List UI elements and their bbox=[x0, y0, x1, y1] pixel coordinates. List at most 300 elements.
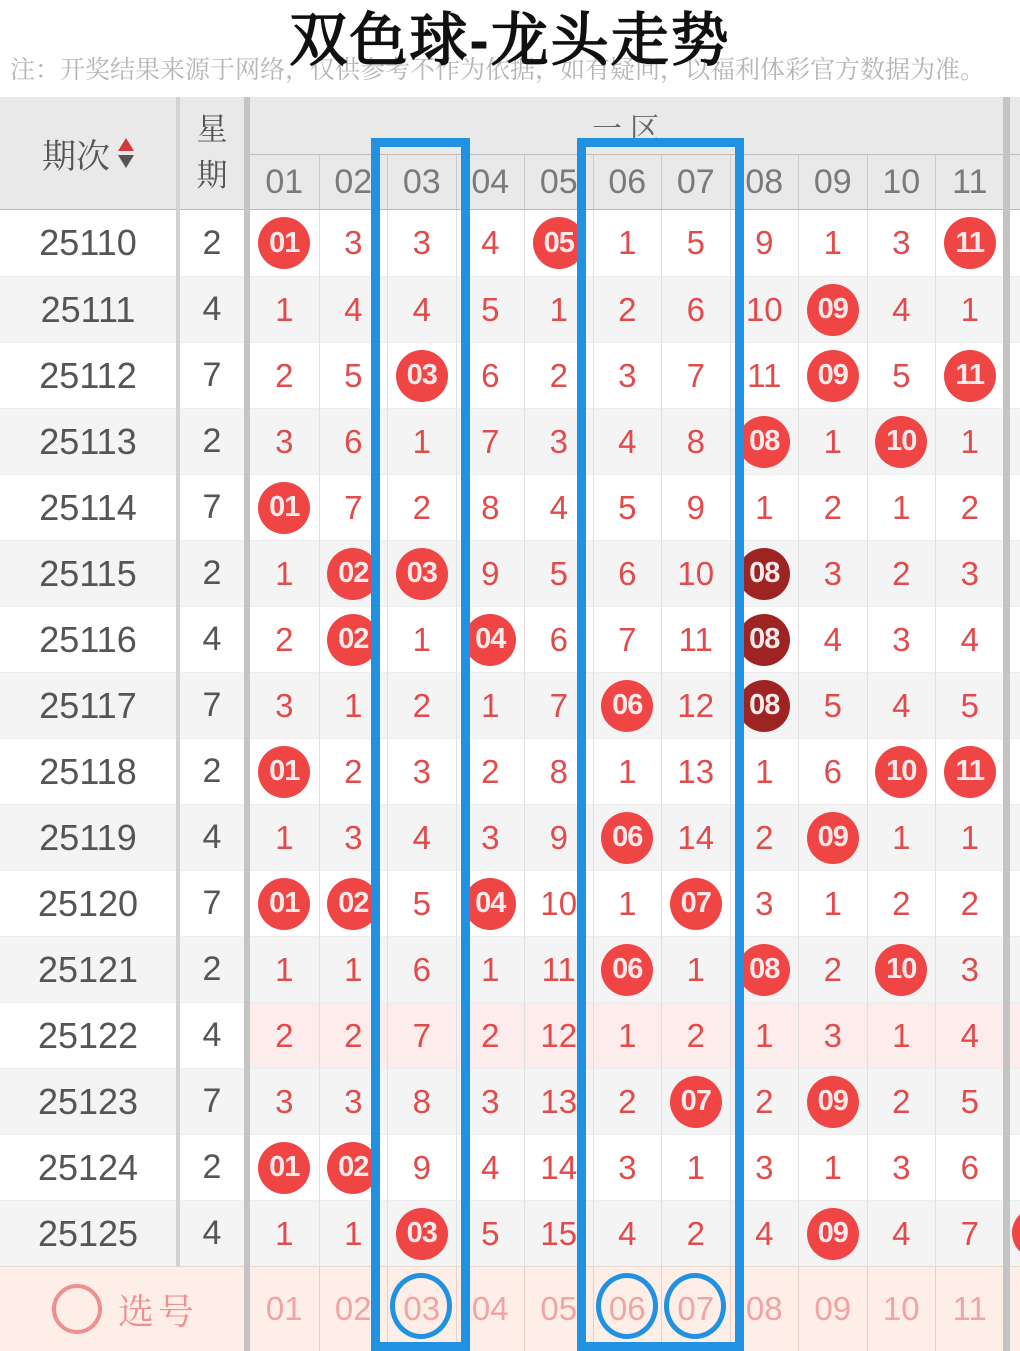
number-cell: 2 bbox=[730, 805, 799, 870]
lottery-ball-cell bbox=[250, 871, 319, 936]
lottery-ball: 04 bbox=[464, 614, 516, 666]
number-cell: 11 bbox=[524, 937, 593, 1002]
lottery-ball-cell bbox=[250, 210, 319, 276]
number-cell: 1 bbox=[730, 739, 799, 804]
number-cell: 3 bbox=[319, 805, 388, 870]
number-cell: 3 bbox=[456, 1069, 525, 1134]
number-cell: 3 bbox=[730, 871, 799, 936]
number-cell: 3 bbox=[935, 937, 1004, 1002]
week-cell: 7 bbox=[202, 356, 222, 394]
number-cell: 2 bbox=[867, 1069, 936, 1134]
number-cell: 3 bbox=[798, 1003, 867, 1068]
number-cell: 3 bbox=[524, 409, 593, 474]
number-cell: 1 bbox=[661, 937, 730, 1002]
number-cell: 4 bbox=[387, 277, 456, 342]
number-cell: 9 bbox=[524, 805, 593, 870]
number-cell: 3 bbox=[798, 541, 867, 606]
table-row bbox=[0, 342, 1020, 408]
number-cell: 2 bbox=[524, 343, 593, 408]
number-cell: 13 bbox=[661, 739, 730, 804]
lottery-ball: 01 bbox=[258, 1142, 310, 1194]
number-cell: 7 bbox=[456, 409, 525, 474]
lottery-ball-cell bbox=[250, 1135, 319, 1200]
number-cell: 3 bbox=[935, 541, 1004, 606]
lottery-ball: 09 bbox=[807, 1076, 859, 1128]
lottery-ball: 09 bbox=[807, 284, 859, 336]
week-header bbox=[180, 97, 244, 210]
footer-number-09[interactable]: 09 bbox=[798, 1267, 867, 1351]
number-cell: 6 bbox=[524, 607, 593, 672]
number-cell: 9 bbox=[730, 210, 799, 276]
number-cell: 2 bbox=[661, 1201, 730, 1266]
number-cell: 1 bbox=[867, 475, 936, 540]
lottery-ball: 07 bbox=[670, 1076, 722, 1128]
zone-header-label: 一区 bbox=[592, 112, 668, 146]
period-cell: 25120 bbox=[37, 882, 139, 924]
number-cell: 6 bbox=[593, 541, 662, 606]
number-cell: 3 bbox=[593, 1135, 662, 1200]
number-cell: 2 bbox=[867, 541, 936, 606]
lottery-ball-cell bbox=[250, 739, 319, 804]
week-cell: 4 bbox=[202, 290, 222, 328]
footer-number-08[interactable]: 08 bbox=[730, 1267, 799, 1351]
number-cell: 10 bbox=[524, 871, 593, 936]
divider-right-edge bbox=[1003, 97, 1010, 1351]
number-cell: 14 bbox=[524, 1135, 593, 1200]
lottery-ball-cell bbox=[798, 277, 867, 342]
lottery-ball: 10 bbox=[875, 944, 927, 996]
number-cell: 4 bbox=[935, 1003, 1004, 1068]
number-cell: 6 bbox=[456, 343, 525, 408]
number-cell: 4 bbox=[524, 475, 593, 540]
sort-desc-triangle-icon bbox=[118, 155, 134, 168]
lottery-ball: 09 bbox=[807, 812, 859, 864]
table-row bbox=[0, 276, 1020, 342]
number-cell: 3 bbox=[319, 210, 388, 276]
number-cell: 1 bbox=[319, 937, 388, 1002]
number-cell: 2 bbox=[935, 475, 1004, 540]
column-header-07: 07 bbox=[661, 155, 730, 209]
number-cell: 3 bbox=[867, 607, 936, 672]
column-header-06: 06 bbox=[593, 155, 662, 209]
number-cell: 7 bbox=[661, 343, 730, 408]
footer-number-03[interactable]: 03 bbox=[387, 1267, 456, 1351]
period-cell: 25113 bbox=[39, 420, 137, 462]
period-cell: 25117 bbox=[39, 684, 137, 726]
lottery-ball: 03 bbox=[396, 1208, 448, 1260]
number-cell: 3 bbox=[593, 343, 662, 408]
column-header-02: 02 bbox=[319, 155, 388, 209]
number-cell: 1 bbox=[387, 607, 456, 672]
lottery-ball: 01 bbox=[258, 878, 310, 930]
number-cell: 7 bbox=[593, 607, 662, 672]
number-cell: 1 bbox=[798, 409, 867, 474]
period-cell: 25115 bbox=[39, 552, 137, 594]
lottery-ball-cell bbox=[798, 805, 867, 870]
week-cell: 2 bbox=[202, 1148, 222, 1186]
lottery-ball: 02 bbox=[327, 548, 379, 600]
spacer bbox=[1010, 871, 1020, 936]
week-cell: 2 bbox=[202, 950, 222, 988]
number-cell: 4 bbox=[593, 1201, 662, 1266]
week-cell: 2 bbox=[202, 422, 222, 460]
number-cell: 7 bbox=[935, 1201, 1004, 1266]
disclaimer-note: 注：开奖结果来源于网络，仅供参考不作为依据，如有疑问，以福利体彩官方数据为准。 bbox=[10, 56, 986, 84]
number-cell: 3 bbox=[275, 686, 294, 724]
number-cell: 2 bbox=[935, 871, 1004, 936]
spacer bbox=[1010, 1003, 1020, 1068]
number-cell: 1 bbox=[275, 290, 294, 328]
period-cell: 25116 bbox=[39, 618, 137, 660]
number-cell: 8 bbox=[456, 475, 525, 540]
number-cell: 7 bbox=[524, 673, 593, 738]
footer-number-06[interactable]: 06 bbox=[593, 1267, 662, 1351]
number-cell: 5 bbox=[867, 343, 936, 408]
number-cell: 2 bbox=[387, 673, 456, 738]
number-cell: 1 bbox=[593, 1003, 662, 1068]
number-cell: 1 bbox=[935, 805, 1004, 870]
column-header-03: 03 bbox=[387, 155, 456, 209]
lottery-ball: 11 bbox=[944, 746, 996, 798]
number-cell: 1 bbox=[730, 475, 799, 540]
number-cell: 3 bbox=[867, 210, 936, 276]
number-cell: 13 bbox=[524, 1069, 593, 1134]
divider-period-week bbox=[176, 97, 180, 1266]
number-cell: 8 bbox=[387, 1069, 456, 1134]
table-row bbox=[0, 672, 1020, 738]
week-cell: 4 bbox=[202, 620, 222, 658]
number-cell: 1 bbox=[798, 1135, 867, 1200]
table-row bbox=[0, 540, 1020, 606]
period-cell: 25121 bbox=[37, 948, 139, 990]
lottery-ball-cell bbox=[935, 739, 1004, 804]
number-cell: 2 bbox=[593, 277, 662, 342]
column-highlight-overlay-03 bbox=[371, 138, 470, 1351]
column-header-01: 01 bbox=[265, 162, 304, 201]
footer-number-05[interactable]: 05 bbox=[524, 1267, 593, 1351]
lottery-ball-cell bbox=[798, 1069, 867, 1134]
number-cell: 10 bbox=[661, 541, 730, 606]
number-cell: 3 bbox=[730, 1135, 799, 1200]
number-cell: 9 bbox=[387, 1135, 456, 1200]
column-header-04: 04 bbox=[456, 155, 525, 209]
lottery-ball: 04 bbox=[464, 878, 516, 930]
lottery-ball: 06 bbox=[601, 812, 653, 864]
spacer bbox=[1010, 673, 1020, 738]
number-cell: 2 bbox=[867, 871, 936, 936]
selected-number-circle-06 bbox=[596, 1273, 658, 1339]
number-cell: 1 bbox=[593, 739, 662, 804]
number-cell: 2 bbox=[319, 1003, 388, 1068]
number-cell: 2 bbox=[593, 1069, 662, 1134]
table-row bbox=[0, 210, 1020, 276]
number-cell: 5 bbox=[387, 871, 456, 936]
week-header-label-bottom: 期 bbox=[196, 158, 228, 193]
column-header-09: 09 bbox=[798, 155, 867, 209]
number-cell: 4 bbox=[319, 277, 388, 342]
lottery-ball: 08 bbox=[738, 680, 790, 732]
period-cell: 25119 bbox=[39, 816, 137, 858]
lottery-ball-cell bbox=[867, 739, 936, 804]
week-header-label-top: 星 bbox=[196, 111, 228, 147]
number-cell: 6 bbox=[387, 937, 456, 1002]
number-cell: 3 bbox=[867, 1135, 936, 1200]
number-cell: 3 bbox=[275, 422, 294, 460]
number-cell: 1 bbox=[275, 950, 294, 988]
number-cell: 3 bbox=[387, 739, 456, 804]
lottery-ball-cell bbox=[867, 937, 936, 1002]
number-cell: 12 bbox=[524, 1003, 593, 1068]
table-row bbox=[0, 1200, 1020, 1266]
sort-icons bbox=[118, 138, 134, 168]
period-cell: 25114 bbox=[39, 486, 137, 528]
number-cell: 1 bbox=[730, 1003, 799, 1068]
trend-table-body bbox=[0, 210, 1020, 1266]
number-cell: 5 bbox=[661, 210, 730, 276]
lottery-ball-cell bbox=[250, 475, 319, 540]
week-cell: 4 bbox=[202, 1016, 222, 1054]
number-cell: 5 bbox=[935, 673, 1004, 738]
table-row bbox=[0, 936, 1020, 1002]
lottery-ball: 08 bbox=[738, 416, 790, 468]
footer-number-07[interactable]: 07 bbox=[661, 1267, 730, 1351]
number-cell: 4 bbox=[867, 673, 936, 738]
number-cell: 1 bbox=[456, 673, 525, 738]
column-header-11: 11 bbox=[935, 155, 1004, 209]
number-cell: 1 bbox=[867, 805, 936, 870]
week-cell: 4 bbox=[202, 1214, 222, 1252]
number-cell: 4 bbox=[593, 409, 662, 474]
footer-number-04[interactable]: 04 bbox=[456, 1267, 525, 1351]
number-cell: 2 bbox=[387, 475, 456, 540]
spacer bbox=[1010, 937, 1020, 1002]
number-cell: 2 bbox=[456, 739, 525, 804]
number-cell: 7 bbox=[319, 475, 388, 540]
number-cell: 2 bbox=[456, 1003, 525, 1068]
number-cell: 4 bbox=[456, 210, 525, 276]
number-cell: 10 bbox=[730, 277, 799, 342]
number-cell: 1 bbox=[387, 409, 456, 474]
number-cell: 8 bbox=[524, 739, 593, 804]
lottery-ball: 03 bbox=[396, 548, 448, 600]
selected-number-circle-03 bbox=[390, 1273, 452, 1339]
number-select-row bbox=[0, 1266, 1020, 1351]
number-cell: 3 bbox=[456, 805, 525, 870]
week-cell: 7 bbox=[202, 686, 222, 724]
period-sort-header[interactable] bbox=[0, 97, 176, 210]
period-cell: 25123 bbox=[37, 1080, 139, 1122]
period-cell: 25112 bbox=[39, 354, 137, 396]
number-cell: 14 bbox=[661, 805, 730, 870]
number-cell: 1 bbox=[593, 210, 662, 276]
period-header-label: 期次 bbox=[42, 137, 110, 176]
number-cell: 2 bbox=[275, 356, 294, 394]
period-cell: 25122 bbox=[37, 1014, 139, 1056]
period-cell: 25111 bbox=[40, 288, 136, 330]
period-cell: 25110 bbox=[39, 222, 137, 263]
number-cell: 15 bbox=[524, 1201, 593, 1266]
lottery-ball: 06 bbox=[601, 680, 653, 732]
spacer bbox=[1010, 541, 1020, 606]
spacer bbox=[1010, 210, 1020, 276]
number-cell: 1 bbox=[867, 1003, 936, 1068]
number-cell: 2 bbox=[275, 620, 294, 658]
number-cell: 1 bbox=[935, 277, 1004, 342]
number-cell: 11 bbox=[661, 607, 730, 672]
number-cell: 8 bbox=[661, 409, 730, 474]
column-highlight-overlay-06-07 bbox=[577, 138, 744, 1351]
number-cell: 12 bbox=[661, 673, 730, 738]
number-cell: 2 bbox=[798, 937, 867, 1002]
spacer bbox=[1010, 277, 1020, 342]
number-cell: 5 bbox=[319, 343, 388, 408]
number-cell: 1 bbox=[798, 210, 867, 276]
lottery-ball: 10 bbox=[875, 746, 927, 798]
page-title: 双色球-龙头走势 bbox=[289, 8, 731, 73]
number-cell: 6 bbox=[319, 409, 388, 474]
spacer bbox=[1010, 739, 1020, 804]
select-label: 选号 bbox=[117, 1290, 198, 1332]
number-cell: 1 bbox=[593, 871, 662, 936]
number-cell: 4 bbox=[798, 607, 867, 672]
number-cell: 5 bbox=[456, 1201, 525, 1266]
spacer bbox=[1010, 1135, 1020, 1200]
number-cell: 1 bbox=[319, 1201, 388, 1266]
footer-number-01[interactable]: 01 bbox=[265, 1290, 303, 1327]
table-row bbox=[0, 738, 1020, 804]
selected-number-circle-07 bbox=[664, 1273, 726, 1339]
number-cell: 4 bbox=[456, 1135, 525, 1200]
number-cell: 2 bbox=[319, 739, 388, 804]
week-cell: 2 bbox=[202, 752, 222, 790]
number-cell: 4 bbox=[867, 277, 936, 342]
week-cell: 4 bbox=[202, 818, 222, 856]
divider-week-numbers bbox=[244, 97, 250, 1351]
table-row bbox=[0, 870, 1020, 936]
number-cell: 3 bbox=[319, 1069, 388, 1134]
number-cell: 5 bbox=[798, 673, 867, 738]
lottery-ball: 02 bbox=[327, 614, 379, 666]
number-cell: 1 bbox=[935, 409, 1004, 474]
period-cell: 25124 bbox=[37, 1146, 139, 1188]
number-cell: 2 bbox=[730, 1069, 799, 1134]
number-cell: 3 bbox=[275, 1082, 294, 1120]
select-numbers-button[interactable] bbox=[0, 1267, 250, 1351]
number-cell: 4 bbox=[935, 607, 1004, 672]
number-cell: 1 bbox=[456, 937, 525, 1002]
number-cell: 2 bbox=[250, 1003, 319, 1068]
number-cell: 6 bbox=[661, 277, 730, 342]
circle-outline-icon bbox=[52, 1284, 102, 1334]
number-cell: 5 bbox=[935, 1069, 1004, 1134]
column-header-08: 08 bbox=[730, 155, 799, 209]
footer-number-02[interactable]: 02 bbox=[319, 1267, 388, 1351]
table-row bbox=[0, 1068, 1020, 1134]
number-cell: 1 bbox=[275, 818, 294, 856]
number-cell: 2 bbox=[798, 475, 867, 540]
lottery-ball: 03 bbox=[396, 350, 448, 402]
lottery-ball-cell bbox=[867, 409, 936, 474]
lottery-ball: 01 bbox=[258, 217, 310, 269]
lottery-ball: 02 bbox=[327, 878, 379, 930]
number-cell: 6 bbox=[935, 1135, 1004, 1200]
table-row bbox=[0, 408, 1020, 474]
number-cell: 11 bbox=[730, 343, 799, 408]
number-cell: 6 bbox=[798, 739, 867, 804]
week-cell: 2 bbox=[202, 223, 222, 262]
number-cell: 1 bbox=[524, 277, 593, 342]
spacer bbox=[1010, 805, 1020, 870]
number-cell: 3 bbox=[387, 210, 456, 276]
column-header-10: 10 bbox=[867, 155, 936, 209]
lottery-ball: 09 bbox=[807, 350, 859, 402]
number-cell: 2 bbox=[661, 1003, 730, 1068]
lottery-ball: 08 bbox=[738, 614, 790, 666]
table-row bbox=[0, 474, 1020, 540]
lottery-ball: 11 bbox=[944, 217, 996, 269]
lottery-ball: 01 bbox=[258, 482, 310, 534]
week-cell: 7 bbox=[202, 488, 222, 526]
number-cell: 4 bbox=[730, 1201, 799, 1266]
period-cell: 25118 bbox=[39, 750, 137, 792]
spacer bbox=[1010, 475, 1020, 540]
week-cell: 7 bbox=[202, 884, 222, 922]
lottery-ball: 11 bbox=[944, 350, 996, 402]
number-cell: 4 bbox=[387, 805, 456, 870]
spacer bbox=[1010, 1069, 1020, 1134]
lottery-ball: 06 bbox=[601, 944, 653, 996]
spacer bbox=[1010, 607, 1020, 672]
column-header-05: 05 bbox=[524, 155, 593, 209]
spacer bbox=[1010, 343, 1020, 408]
lottery-ball-cell bbox=[935, 343, 1004, 408]
number-cell: 1 bbox=[319, 673, 388, 738]
spacer bbox=[1010, 409, 1020, 474]
table-row bbox=[0, 804, 1020, 870]
lottery-ball: 01 bbox=[258, 746, 310, 798]
week-cell: 2 bbox=[202, 554, 222, 592]
number-cell: 5 bbox=[524, 541, 593, 606]
lottery-ball-cell bbox=[798, 1201, 867, 1266]
lottery-ball: 09 bbox=[807, 1208, 859, 1260]
lottery-ball: 08 bbox=[738, 548, 790, 600]
number-cell: 1 bbox=[275, 1214, 294, 1252]
lottery-ball: 07 bbox=[670, 878, 722, 930]
lottery-ball: 10 bbox=[875, 416, 927, 468]
footer-number-11[interactable]: 11 bbox=[935, 1267, 1004, 1351]
period-cell: 25125 bbox=[37, 1212, 139, 1254]
week-cell: 7 bbox=[202, 1082, 222, 1120]
table-row bbox=[0, 1002, 1020, 1068]
lottery-ball: 08 bbox=[738, 944, 790, 996]
sort-asc-triangle-icon bbox=[118, 138, 134, 151]
footer-number-10[interactable]: 10 bbox=[867, 1267, 936, 1351]
number-cell: 5 bbox=[456, 277, 525, 342]
number-cell: 9 bbox=[661, 475, 730, 540]
number-cell: 4 bbox=[867, 1201, 936, 1266]
number-cell: 7 bbox=[387, 1003, 456, 1068]
number-cell: 9 bbox=[456, 541, 525, 606]
lottery-ball-cell bbox=[935, 210, 1004, 276]
number-cell: 1 bbox=[798, 871, 867, 936]
lottery-ball-cell bbox=[798, 343, 867, 408]
lottery-ball: 02 bbox=[327, 1142, 379, 1194]
number-cell: 1 bbox=[275, 554, 294, 592]
lottery-ball: 05 bbox=[533, 217, 585, 269]
table-row bbox=[0, 1134, 1020, 1200]
number-cell: 5 bbox=[593, 475, 662, 540]
table-row bbox=[0, 606, 1020, 672]
